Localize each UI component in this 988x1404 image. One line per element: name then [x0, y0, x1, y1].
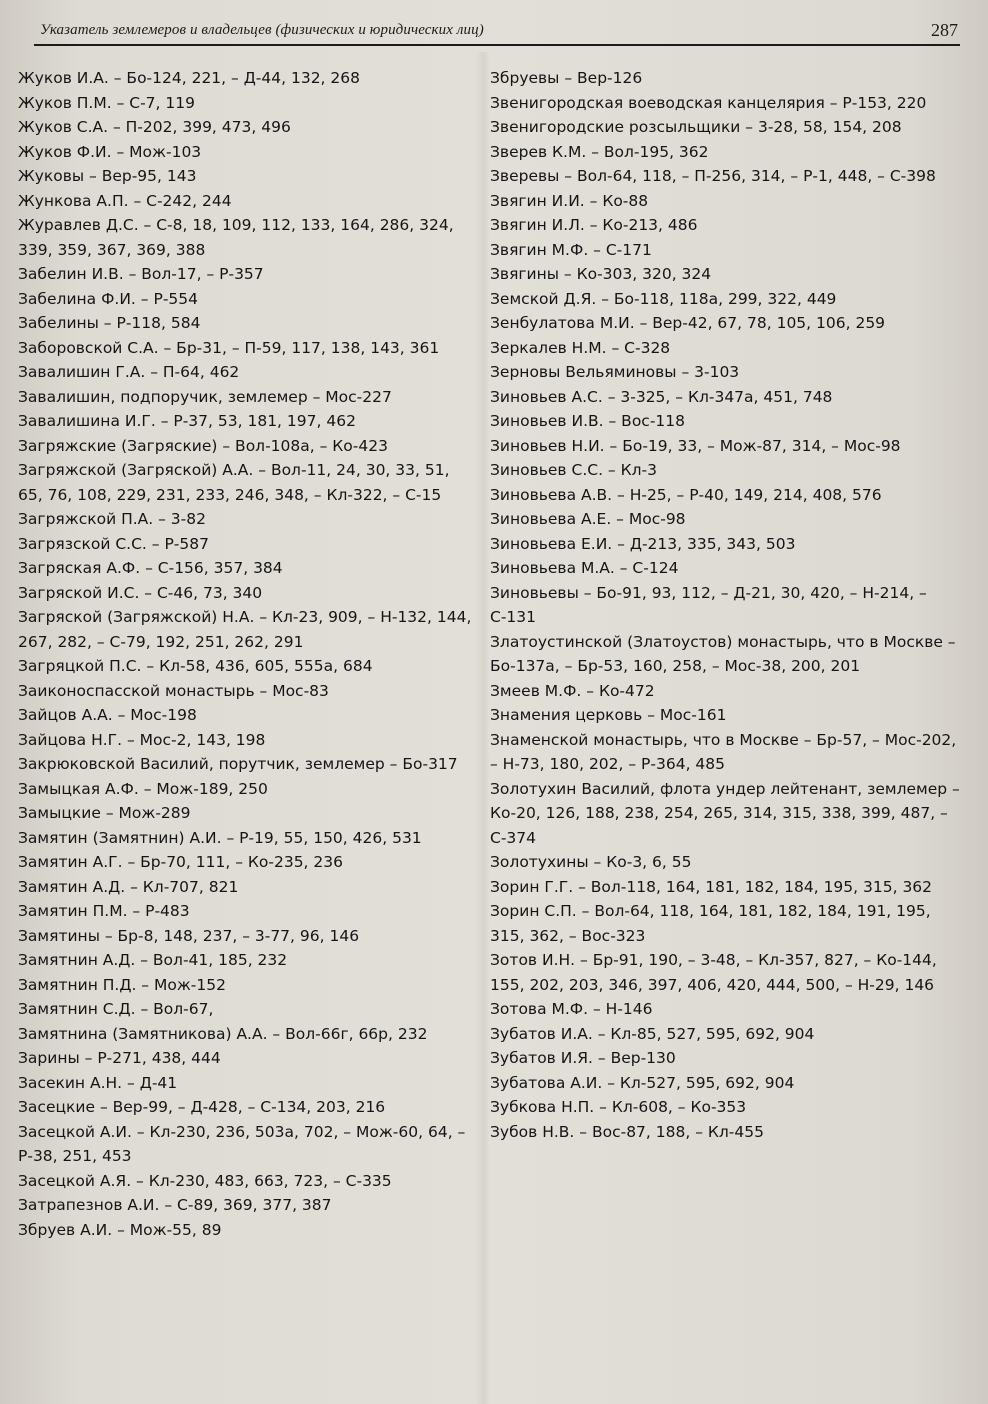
index-entry: Жуковы – Вер-95, 143 — [18, 167, 197, 185]
index-entry: Замятин (Замятнин) А.И. – Р-19, 55, 150, 426, 531 — [18, 828, 422, 847]
index-entry: Зенбулатова М.И. – Вер-42, 67, 78, 105, 106, 259 — [490, 314, 886, 332]
page-number: 287 — [931, 20, 958, 40]
index-entry: Зайцова Н.Г. – Мос-2, 143, 198 — [18, 730, 266, 749]
index-entry: Загряской (Загряжской) Н.А. – Кл-23, 909, – Н-132, 144, 267, 282, – С-79, 192, 251, 262, 291 — [18, 608, 472, 651]
index-entry: Замятнин П.Д. – Мож-152 — [18, 975, 226, 994]
index-entry: Зубкова Н.П. – Кл-608, – Ко-353 — [490, 1098, 747, 1116]
index-entry: Зубатов И.А. – Кл-85, 527, 595, 692, 904 — [490, 1024, 815, 1043]
index-entry: Златоустинской (Златоустов) монастырь, что в Москве – Бо-137а, – Бр-53, 160, 258, – Мос-38, 200, 201 — [490, 632, 956, 675]
column-gutter — [476, 52, 490, 1404]
index-entry: Загряцкой П.С. – Кл-58, 436, 605, 555а, 684 — [18, 657, 373, 675]
index-entry: Забелины – Р-118, 584 — [18, 314, 201, 332]
index-entry: Забелина Ф.И. – Р-554 — [18, 289, 198, 308]
index-entry: Загряская А.Ф. – С-156, 357, 384 — [18, 559, 283, 577]
index-entry: Знамения церковь – Мос-161 — [490, 706, 727, 724]
index-entry: Зверевы – Вол-64, 118, – П-256, 314, – Р-1, 448, – С-398 — [490, 167, 936, 185]
index-entry: Замятин А.Г. – Бр-70, 111, – Ко-235, 236 — [18, 853, 343, 871]
index-entry: Заиконоспасской монастырь – Мос-83 — [18, 681, 329, 700]
index-entry: Звенигородские розсыльщики – 3-28, 58, 154, 208 — [490, 118, 902, 136]
index-entry: Замятнин С.Д. – Вол-67, — [18, 1000, 214, 1018]
index-entry: Зайцов А.А. – Мос-198 — [18, 706, 197, 724]
index-entry: Затрапезнов А.И. – С-89, 369, 377, 387 — [18, 1196, 332, 1214]
index-entry: Золотухин Василий, флота ундер лейтенант, землемер – Ко-20, 126, 188, 238, 254, 265, 314, 315, 338, 399, 487, – С-374 — [490, 779, 960, 847]
index-entry: Жуков Ф.И. – Мож-103 — [18, 142, 202, 161]
index-entry: Закрюковской Василий, порутчик, землемер – Бо-317 — [18, 755, 458, 773]
index-entry: Зорин С.П. – Вол-64, 118, 164, 181, 182, 184, 191, 195, 315, 362, – Вос-323 — [490, 902, 931, 945]
index-entry: Змеев М.Ф. – Ко-472 — [490, 681, 655, 700]
index-entry: Зубатова А.И. – Кл-527, 595, 692, 904 — [490, 1073, 795, 1092]
index-entry: Засецкие – Вер-99, – Д-428, – С-134, 203, 216 — [18, 1098, 386, 1116]
index-entry: Замыцкие – Мож-289 — [18, 804, 191, 822]
index-entry: Зиновьев С.С. – Кл-3 — [490, 461, 657, 479]
index-entry: Журавлев Д.С. – С-8, 18, 109, 112, 133, 164, 286, 324, 339, 359, 367, 369, 388 — [18, 216, 454, 259]
index-entry: Заборовской С.А. – Бр-31, – П-59, 117, 138, 143, 361 — [18, 338, 440, 357]
index-entry: Зиновьева М.А. – С-124 — [490, 559, 679, 577]
index-entry: Зиновьева Е.И. – Д-213, 335, 343, 503 — [490, 534, 796, 553]
index-entry: Зарины – Р-271, 438, 444 — [18, 1049, 221, 1067]
index-entry: Зиновьев А.С. – 3-325, – Кл-347а, 451, 748 — [490, 387, 833, 406]
index-entry: Замятнина (Замятникова) А.А. – Вол-66г, 66р, 232 — [18, 1024, 428, 1043]
index-entry: Зорин Г.Г. – Вол-118, 164, 181, 182, 184, 195, 315, 362 — [490, 877, 933, 896]
index-entry: Зеркалев Н.М. – С-328 — [490, 338, 671, 357]
index-entry: Загряжские (Загряские) – Вол-108а, – Ко-423 — [18, 436, 388, 455]
index-entry: Жуков С.А. – П-202, 399, 473, 496 — [18, 118, 291, 136]
index-entry: Звенигородская воеводская канцелярия – Р-153, 220 — [490, 93, 927, 112]
index-entry: Зверев К.М. – Вол-195, 362 — [490, 142, 709, 161]
index-entry: Завалишин Г.А. – П-64, 462 — [18, 363, 240, 381]
index-entry: Зиновьева А.Е. – Мос-98 — [490, 510, 686, 528]
index-entry: Замятин А.Д. – Кл-707, 821 — [18, 877, 239, 896]
index-entry: Зубов Н.В. – Вос-87, 188, – Кл-455 — [490, 1122, 764, 1141]
index-entry: Збруевы – Вер-126 — [490, 69, 643, 87]
index-entry: Зерновы Вельяминовы – 3-103 — [490, 363, 740, 381]
index-entry: Замятнин А.Д. – Вол-41, 185, 232 — [18, 951, 288, 969]
index-entry: Звягин М.Ф. – С-171 — [490, 240, 652, 259]
index-entry: Замятины – Бр-8, 148, 237, – 3-77, 96, 146 — [18, 926, 360, 945]
index-entry: Знаменской монастырь, что в Москве – Бр-57, – Мос-202, – Н-73, 180, 202, – Р-364, 485 — [490, 730, 957, 773]
index-entry: Зиновьев И.В. – Вос-118 — [490, 412, 685, 430]
index-entry: Загрязской С.С. – Р-587 — [18, 534, 209, 553]
index-entry: Завалишин, подпоручик, землемер – Мос-227 — [18, 387, 392, 406]
index-entry: Загряжской (Загряской) А.А. – Вол-11, 24, 30, 33, 51, 65, 76, 108, 229, 231, 233, 246, 348, – Кл-322, – С-15 — [18, 461, 450, 504]
index-column-right — [490, 66, 966, 1144]
running-header — [34, 16, 960, 46]
index-entry: Загряской И.С. – С-46, 73, 340 — [18, 583, 263, 602]
index-entry: Зиновьев Н.И. – Бо-19, 33, – Мож-87, 314, – Мос-98 — [490, 436, 901, 455]
index-entry: Забелин И.В. – Вол-17, – Р-357 — [18, 265, 264, 283]
index-entry: Звягин И.И. – Ко-88 — [490, 191, 649, 210]
index-entry: Завалишина И.Г. – Р-37, 53, 181, 197, 462 — [18, 412, 356, 430]
index-entry: Зотов И.Н. – Бр-91, 190, – 3-48, – Кл-357, 827, – Ко-144, 155, 202, 203, 346, 397, 406, 420, 444, 500, – Н-29, 146 — [490, 951, 937, 994]
index-entry: Звягин И.Л. – Ко-213, 486 — [490, 216, 698, 234]
index-entry: Жуков И.А. – Бо-124, 221, – Д-44, 132, 268 — [18, 69, 360, 87]
index-entry: Зотова М.Ф. – Н-146 — [490, 1000, 653, 1018]
index-entry: Загряжской П.А. – 3-82 — [18, 510, 206, 528]
index-entry: Золотухины – Ко-3, 6, 55 — [490, 853, 692, 871]
index-entry: Засецкой А.Я. – Кл-230, 483, 663, 723, – С-335 — [18, 1171, 392, 1190]
index-column-left — [18, 66, 476, 1242]
index-entry: Засецкой А.И. – Кл-230, 236, 503а, 702, – Мож-60, 64, – Р-38, 251, 453 — [18, 1122, 466, 1165]
index-entry: Зиновьевы – Бо-91, 93, 112, – Д-21, 30, 420, – Н-214, – С-131 — [490, 583, 927, 626]
header-title: Указатель землемеров и владельцев (физических и юридических лиц) — [40, 22, 484, 38]
index-entry: Зубатов И.Я. – Вер-130 — [490, 1049, 676, 1067]
index-entry: Жункова А.П. – С-242, 244 — [18, 191, 232, 210]
index-entry: Зиновьева А.В. – Н-25, – Р-40, 149, 214, 408, 576 — [490, 485, 882, 504]
index-entry: Земской Д.Я. – Бо-118, 118а, 299, 322, 449 — [490, 289, 837, 308]
index-entry: Замятин П.М. – Р-483 — [18, 902, 190, 920]
index-entry: Звягины – Ко-303, 320, 324 — [490, 265, 712, 283]
index-entry: Засекин А.Н. – Д-41 — [18, 1073, 178, 1092]
index-entry: Замыцкая А.Ф. – Мож-189, 250 — [18, 779, 268, 798]
index-entry: Жуков П.М. – С-7, 119 — [18, 93, 195, 112]
index-entry: Збруев А.И. – Мож-55, 89 — [18, 1220, 222, 1239]
